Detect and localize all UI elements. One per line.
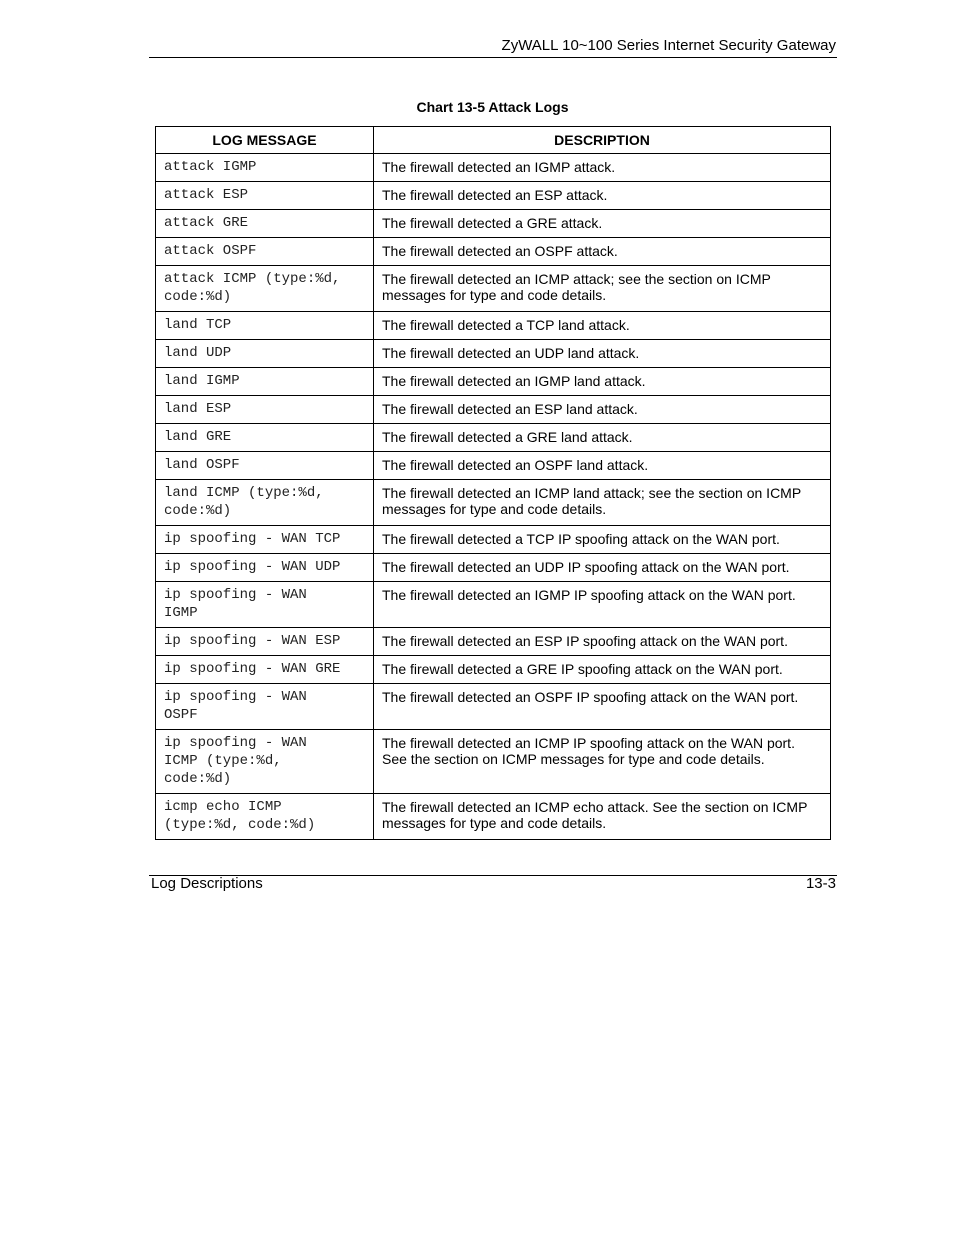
description-cell	[374, 656, 831, 684]
log-message-line: code:%d)	[164, 503, 232, 519]
log-message-line: ip spoofing - WAN UDP	[164, 559, 341, 575]
description-cell	[374, 526, 831, 554]
description-cell	[374, 396, 831, 424]
chart-title: Chart 13-5 Attack Logs	[416, 99, 569, 115]
log-message-cell	[156, 424, 374, 452]
table-row	[156, 424, 831, 452]
table-row	[156, 730, 831, 794]
description-line: The firewall detected an ESP attack.	[382, 187, 608, 203]
table-row	[156, 238, 831, 266]
log-message-line: ip spoofing - WAN	[164, 689, 307, 705]
log-message-line: land ESP	[164, 401, 232, 417]
description-line: The firewall detected an ESP land attack.	[382, 401, 638, 417]
column-header-log-message: LOG MESSAGE	[156, 127, 374, 154]
log-message-line: IGMP	[164, 605, 198, 621]
table-body	[156, 154, 831, 840]
log-message-line: ip spoofing - WAN	[164, 735, 307, 751]
description-cell	[374, 424, 831, 452]
log-message-cell	[156, 794, 374, 840]
table-row	[156, 312, 831, 340]
log-message-line: land IGMP	[164, 373, 240, 389]
description-line: The firewall detected an UDP IP spoofing attack on the WAN port.	[382, 559, 790, 575]
log-message-cell	[156, 656, 374, 684]
log-message-line: icmp echo ICMP	[164, 799, 282, 815]
log-message-cell	[156, 582, 374, 628]
log-message-cell	[156, 266, 374, 312]
table-row	[156, 794, 831, 840]
description-cell	[374, 312, 831, 340]
description-line: messages for type and code details.	[382, 501, 607, 517]
description-line: messages for type and code details.	[382, 815, 607, 831]
table-row	[156, 582, 831, 628]
footer-section-title: Log Descriptions	[151, 875, 263, 892]
description-cell	[374, 210, 831, 238]
log-message-line: land ICMP (type:%d,	[164, 485, 324, 501]
column-header-description: DESCRIPTION	[374, 127, 831, 154]
log-message-cell	[156, 312, 374, 340]
description-cell	[374, 554, 831, 582]
log-message-line: attack IGMP	[164, 159, 257, 175]
description-line: The firewall detected an UDP land attack.	[382, 345, 640, 361]
description-cell	[374, 154, 831, 182]
log-message-line: attack OSPF	[164, 243, 257, 259]
description-line: The firewall detected an OSPF attack.	[382, 243, 618, 259]
log-message-cell	[156, 684, 374, 730]
log-message-cell	[156, 628, 374, 656]
log-message-line: ICMP (type:%d,	[164, 753, 282, 769]
description-line: The firewall detected an IGMP attack.	[382, 159, 616, 175]
description-line: The firewall detected an ICMP echo attack. See the section on ICMP	[382, 799, 808, 815]
log-message-cell	[156, 238, 374, 266]
table-row	[156, 452, 831, 480]
description-cell	[374, 340, 831, 368]
description-cell	[374, 794, 831, 840]
description-line: The firewall detected an OSPF land attack.	[382, 457, 649, 473]
description-cell	[374, 266, 831, 312]
description-cell	[374, 480, 831, 526]
description-line: The firewall detected a GRE IP spoofing attack on the WAN port.	[382, 661, 783, 677]
log-message-line: ip spoofing - WAN ESP	[164, 633, 341, 649]
table-row	[156, 684, 831, 730]
log-message-line: attack ESP	[164, 187, 249, 203]
description-line: The firewall detected an ICMP land attack; see the section on ICMP	[382, 485, 802, 501]
table-row	[156, 210, 831, 238]
description-cell	[374, 182, 831, 210]
description-line: The firewall detected a GRE attack.	[382, 215, 603, 231]
table-row	[156, 396, 831, 424]
table-row	[156, 182, 831, 210]
description-cell	[374, 628, 831, 656]
description-line: See the section on ICMP messages for type and code details.	[382, 751, 765, 767]
attack-logs-table	[155, 126, 831, 840]
description-cell	[374, 238, 831, 266]
log-message-line: attack GRE	[164, 215, 249, 231]
log-message-cell	[156, 554, 374, 582]
log-message-line: code:%d)	[164, 289, 232, 305]
table-header-row	[156, 127, 831, 154]
log-message-cell	[156, 526, 374, 554]
description-line: The firewall detected an IGMP land attack.	[382, 373, 646, 389]
table-row	[156, 480, 831, 526]
log-message-cell	[156, 730, 374, 794]
table-row	[156, 266, 831, 312]
description-line: The firewall detected a TCP land attack.	[382, 317, 630, 333]
description-line: The firewall detected an ICMP attack; see the section on ICMP	[382, 271, 771, 287]
log-message-cell	[156, 368, 374, 396]
table-row	[156, 526, 831, 554]
description-line: The firewall detected an OSPF IP spoofing attack on the WAN port.	[382, 689, 799, 705]
log-message-line: ip spoofing - WAN	[164, 587, 307, 603]
description-line: The firewall detected a TCP IP spoofing attack on the WAN port.	[382, 531, 780, 547]
table-row	[156, 340, 831, 368]
log-message-cell	[156, 452, 374, 480]
description-cell	[374, 368, 831, 396]
table-row	[156, 368, 831, 396]
description-line: The firewall detected a GRE land attack.	[382, 429, 633, 445]
table-row	[156, 554, 831, 582]
header-rule	[149, 57, 837, 58]
table-row	[156, 628, 831, 656]
description-cell	[374, 452, 831, 480]
log-message-line: land OSPF	[164, 457, 240, 473]
description-cell	[374, 582, 831, 628]
log-message-line: land UDP	[164, 345, 232, 361]
log-message-line: land GRE	[164, 429, 232, 445]
log-message-cell	[156, 480, 374, 526]
log-message-line: ip spoofing - WAN TCP	[164, 531, 341, 547]
table-row	[156, 656, 831, 684]
log-message-line: (type:%d, code:%d)	[164, 817, 316, 833]
log-message-line: OSPF	[164, 707, 198, 723]
log-message-cell	[156, 182, 374, 210]
description-line: messages for type and code details.	[382, 287, 607, 303]
log-message-cell	[156, 210, 374, 238]
page-header-title: ZyWALL 10~100 Series Internet Security Gateway	[501, 37, 836, 54]
description-line: The firewall detected an ICMP IP spoofing attack on the WAN port.	[382, 735, 795, 751]
description-cell	[374, 684, 831, 730]
description-line: The firewall detected an IGMP IP spoofing attack on the WAN port.	[382, 587, 796, 603]
footer-page-number: 13-3	[805, 875, 836, 892]
description-line: The firewall detected an ESP IP spoofing attack on the WAN port.	[382, 633, 788, 649]
log-message-line: land TCP	[164, 317, 232, 333]
log-message-line: code:%d)	[164, 771, 232, 787]
log-message-cell	[156, 340, 374, 368]
table-row	[156, 154, 831, 182]
description-cell	[374, 730, 831, 794]
log-message-cell	[156, 154, 374, 182]
log-message-cell	[156, 396, 374, 424]
log-message-line: ip spoofing - WAN GRE	[164, 661, 341, 677]
log-message-line: attack ICMP (type:%d,	[164, 271, 341, 287]
